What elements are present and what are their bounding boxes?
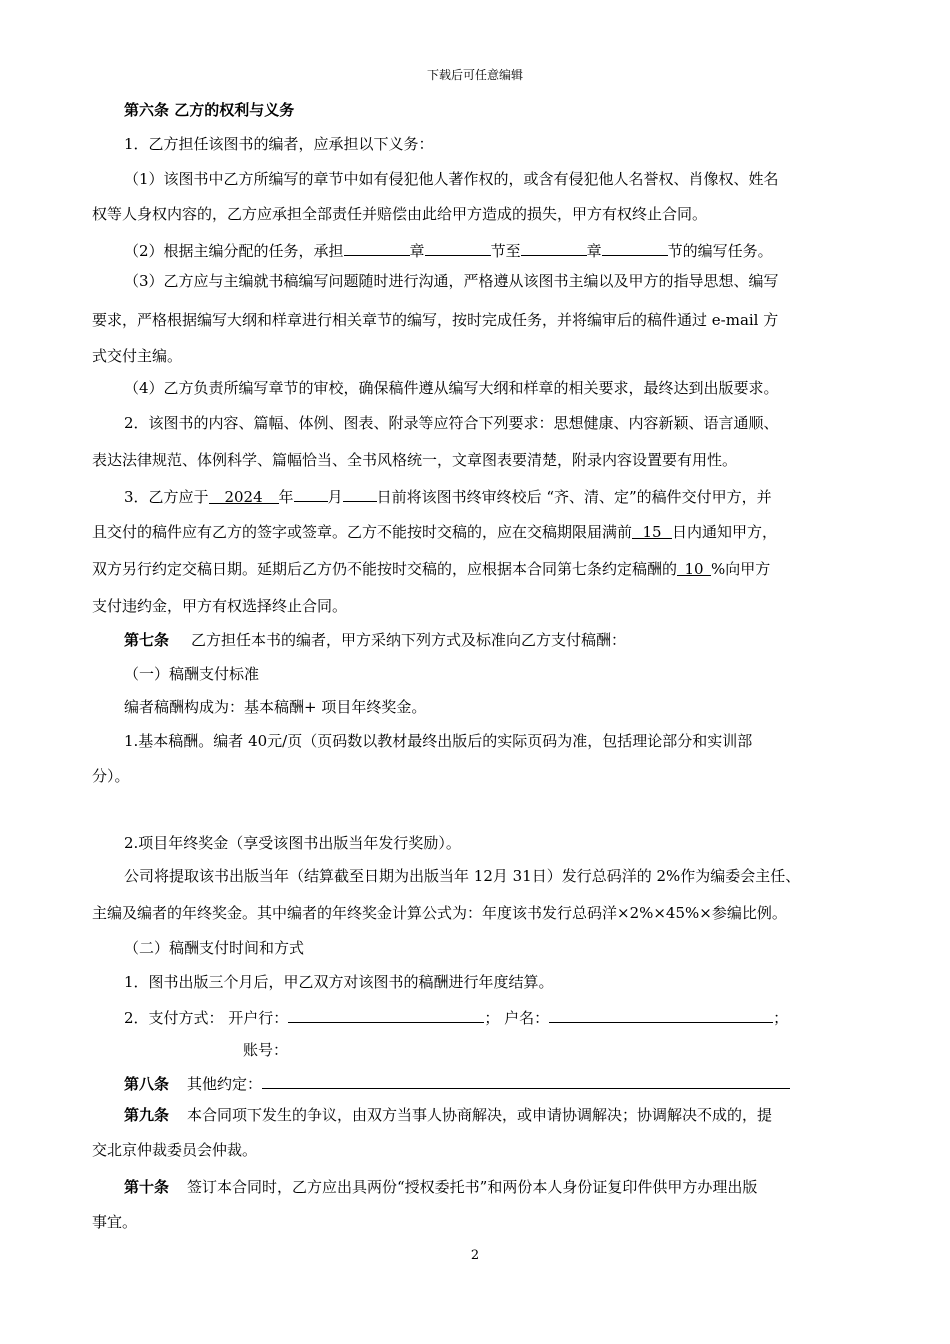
article-10-line2: 事宜。	[92, 1213, 138, 1231]
section-from-blank[interactable]	[425, 239, 491, 256]
art6-item-3-line3	[92, 559, 770, 579]
article-10-line1	[124, 1177, 757, 1197]
art6-clause-3-line1: （3）乙方应与主编就书稿编写问题随时进行沟通，严格遵从该图书主编以及甲方的指导思想、编写	[124, 272, 779, 290]
bank-field[interactable]	[288, 1006, 484, 1023]
article-7-heading	[124, 630, 626, 650]
clause-2-text-b: 章	[409, 242, 425, 260]
art7-basic-line1: 1.基本稿酬。编者 40元/页（页码数以教材最终出版后的实际页码为准，包括理论部分和实训部	[124, 732, 753, 750]
day-blank[interactable]	[343, 485, 377, 502]
art6-item-3-line1	[124, 485, 772, 507]
art7-section-2: （二）稿酬支付时间和方式	[124, 939, 305, 957]
art6-item-3-line2	[92, 522, 777, 542]
art6-clause-2	[124, 239, 773, 261]
article-9-line1	[124, 1105, 772, 1125]
art7-payment-1: 1．图书出版三个月后，甲乙双方对该图书的稿酬进行年度结算。	[124, 973, 554, 991]
notice-days-field[interactable]: 15	[632, 522, 672, 539]
chapter-to-blank[interactable]	[521, 239, 587, 256]
penalty-percent-field[interactable]: 10	[677, 559, 711, 576]
article-7-label: 第七条	[124, 631, 170, 649]
art6-item-3-line4: 支付违约金，甲方有权选择终止合同。	[92, 597, 348, 615]
section-to-blank[interactable]	[602, 239, 668, 256]
article-10-label: 第十条	[124, 1178, 170, 1196]
payment-2-text: 2．支付方式： 开户行：	[124, 1009, 289, 1027]
article-8-label: 第八条	[124, 1075, 170, 1093]
payment-2-end: ；	[773, 1009, 789, 1027]
art6-item-1: 1．乙方担任该图书的编者，应承担以下义务：	[124, 135, 434, 153]
item-3-line2-tail: 日内通知甲方，	[672, 523, 778, 541]
clause-2-text-a: （2）根据主编分配的任务，承担	[124, 242, 344, 260]
art6-clause-1-line2: 权等人身权内容的，乙方应承担全部责任并赔偿由此给甲方造成的损失，甲方有权终止合同。	[92, 205, 708, 223]
art7-payment-2	[124, 1006, 788, 1028]
art7-basic-line2: 分）。	[92, 767, 130, 785]
art6-clause-1-line1: （1）该图书中乙方所编写的章节中如有侵犯他人著作权的，或含有侵犯他人名誉权、肖像权、姓名	[124, 170, 779, 188]
art6-item-2-line2: 表达法律规范、体例科学、篇幅恰当、全书风格统一，文章图表要清楚，附录内容设置要有用性。	[92, 451, 738, 469]
account-number-label: 账号：	[243, 1041, 289, 1059]
month-blank[interactable]	[294, 485, 328, 502]
article-6-title: 第六条 乙方的权利与义务	[124, 101, 295, 119]
item-3-text-c: 月	[327, 488, 343, 506]
item-3-line3-tail: %向甲方	[711, 560, 771, 578]
article-9-text: 本合同项下发生的争议，由双方当事人协商解决，或申请协调解决；协调解决不成的，提	[187, 1106, 773, 1124]
clause-2-text-d: 章	[586, 242, 602, 260]
item-3-line2-text: 且交付的稿件应有乙方的签字或签章。乙方不能按时交稿的，应在交稿期限届满前	[92, 523, 633, 541]
art6-clause-3-line2: 要求，严格根据编写大纲和样章进行相关章节的编写，按时完成任务，并将编审后的稿件通过 e-mail 方	[92, 311, 779, 329]
page-header: 下载后可任意编辑	[426, 68, 523, 82]
article-7-text: 乙方担任本书的编者，甲方采纳下列方式及标准向乙方支付稿酬：	[191, 631, 627, 649]
account-name-field[interactable]	[549, 1006, 773, 1023]
page-number: 2	[470, 1248, 480, 1263]
year-field[interactable]: 2024	[209, 487, 279, 504]
art7-bonus: 2.项目年终奖金（享受该图书出版当年发行奖励）。	[124, 834, 461, 852]
article-8	[124, 1072, 790, 1094]
article-9-line2: 交北京仲裁委员会仲裁。	[92, 1141, 258, 1159]
item-3-text-a: 3．乙方应于	[124, 488, 209, 506]
art6-item-2-line1: 2．该图书的内容、篇幅、体例、图表、附录等应符合下列要求：思想健康、内容新颖、语言通顺、	[124, 414, 779, 432]
item-3-text-b: 年	[278, 488, 294, 506]
article-9-label: 第九条	[124, 1106, 170, 1124]
clause-2-text-e: 节的编写任务。	[667, 242, 773, 260]
item-3-text-d: 日前将该图书终审终校后 “齐、清、定”的稿件交付甲方，并	[376, 488, 772, 506]
article-8-text: 其他约定：	[187, 1075, 263, 1093]
article-10-text: 签订本合同时，乙方应出具两份“授权委托书”和两份本人身份证复印件供甲方办理出版	[187, 1178, 758, 1196]
art7-composition: 编者稿酬构成为：基本稿酬+ 项目年终奖金。	[124, 698, 427, 716]
art6-clause-3-line3: 式交付主编。	[92, 347, 183, 365]
art7-bonus-line1: 公司将提取该书出版当年（结算截至日期为出版当年 12月 31日）发行总码洋的 2%作为编委会主任、	[124, 867, 801, 885]
art6-clause-4: （4）乙方负责所编写章节的审校，确保稿件遵从编写大纲和样章的相关要求，最终达到出版要求。	[124, 379, 779, 397]
chapter-from-blank[interactable]	[344, 239, 410, 256]
art7-bonus-line2: 主编及编者的年终奖金。其中编者的年终奖金计算公式为：年度该书发行总码洋×2%×45%×参编比例。	[92, 904, 787, 922]
clause-2-text-c: 节至	[490, 242, 521, 260]
account-name-label: ； 户名：	[484, 1009, 550, 1027]
art7-section-1: （一）稿酬支付标准	[124, 665, 260, 683]
item-3-line3-text: 双方另行约定交稿日期。延期后乙方仍不能按时交稿的，应根据本合同第七条约定稿酬的	[92, 560, 678, 578]
other-terms-field[interactable]	[262, 1072, 790, 1089]
